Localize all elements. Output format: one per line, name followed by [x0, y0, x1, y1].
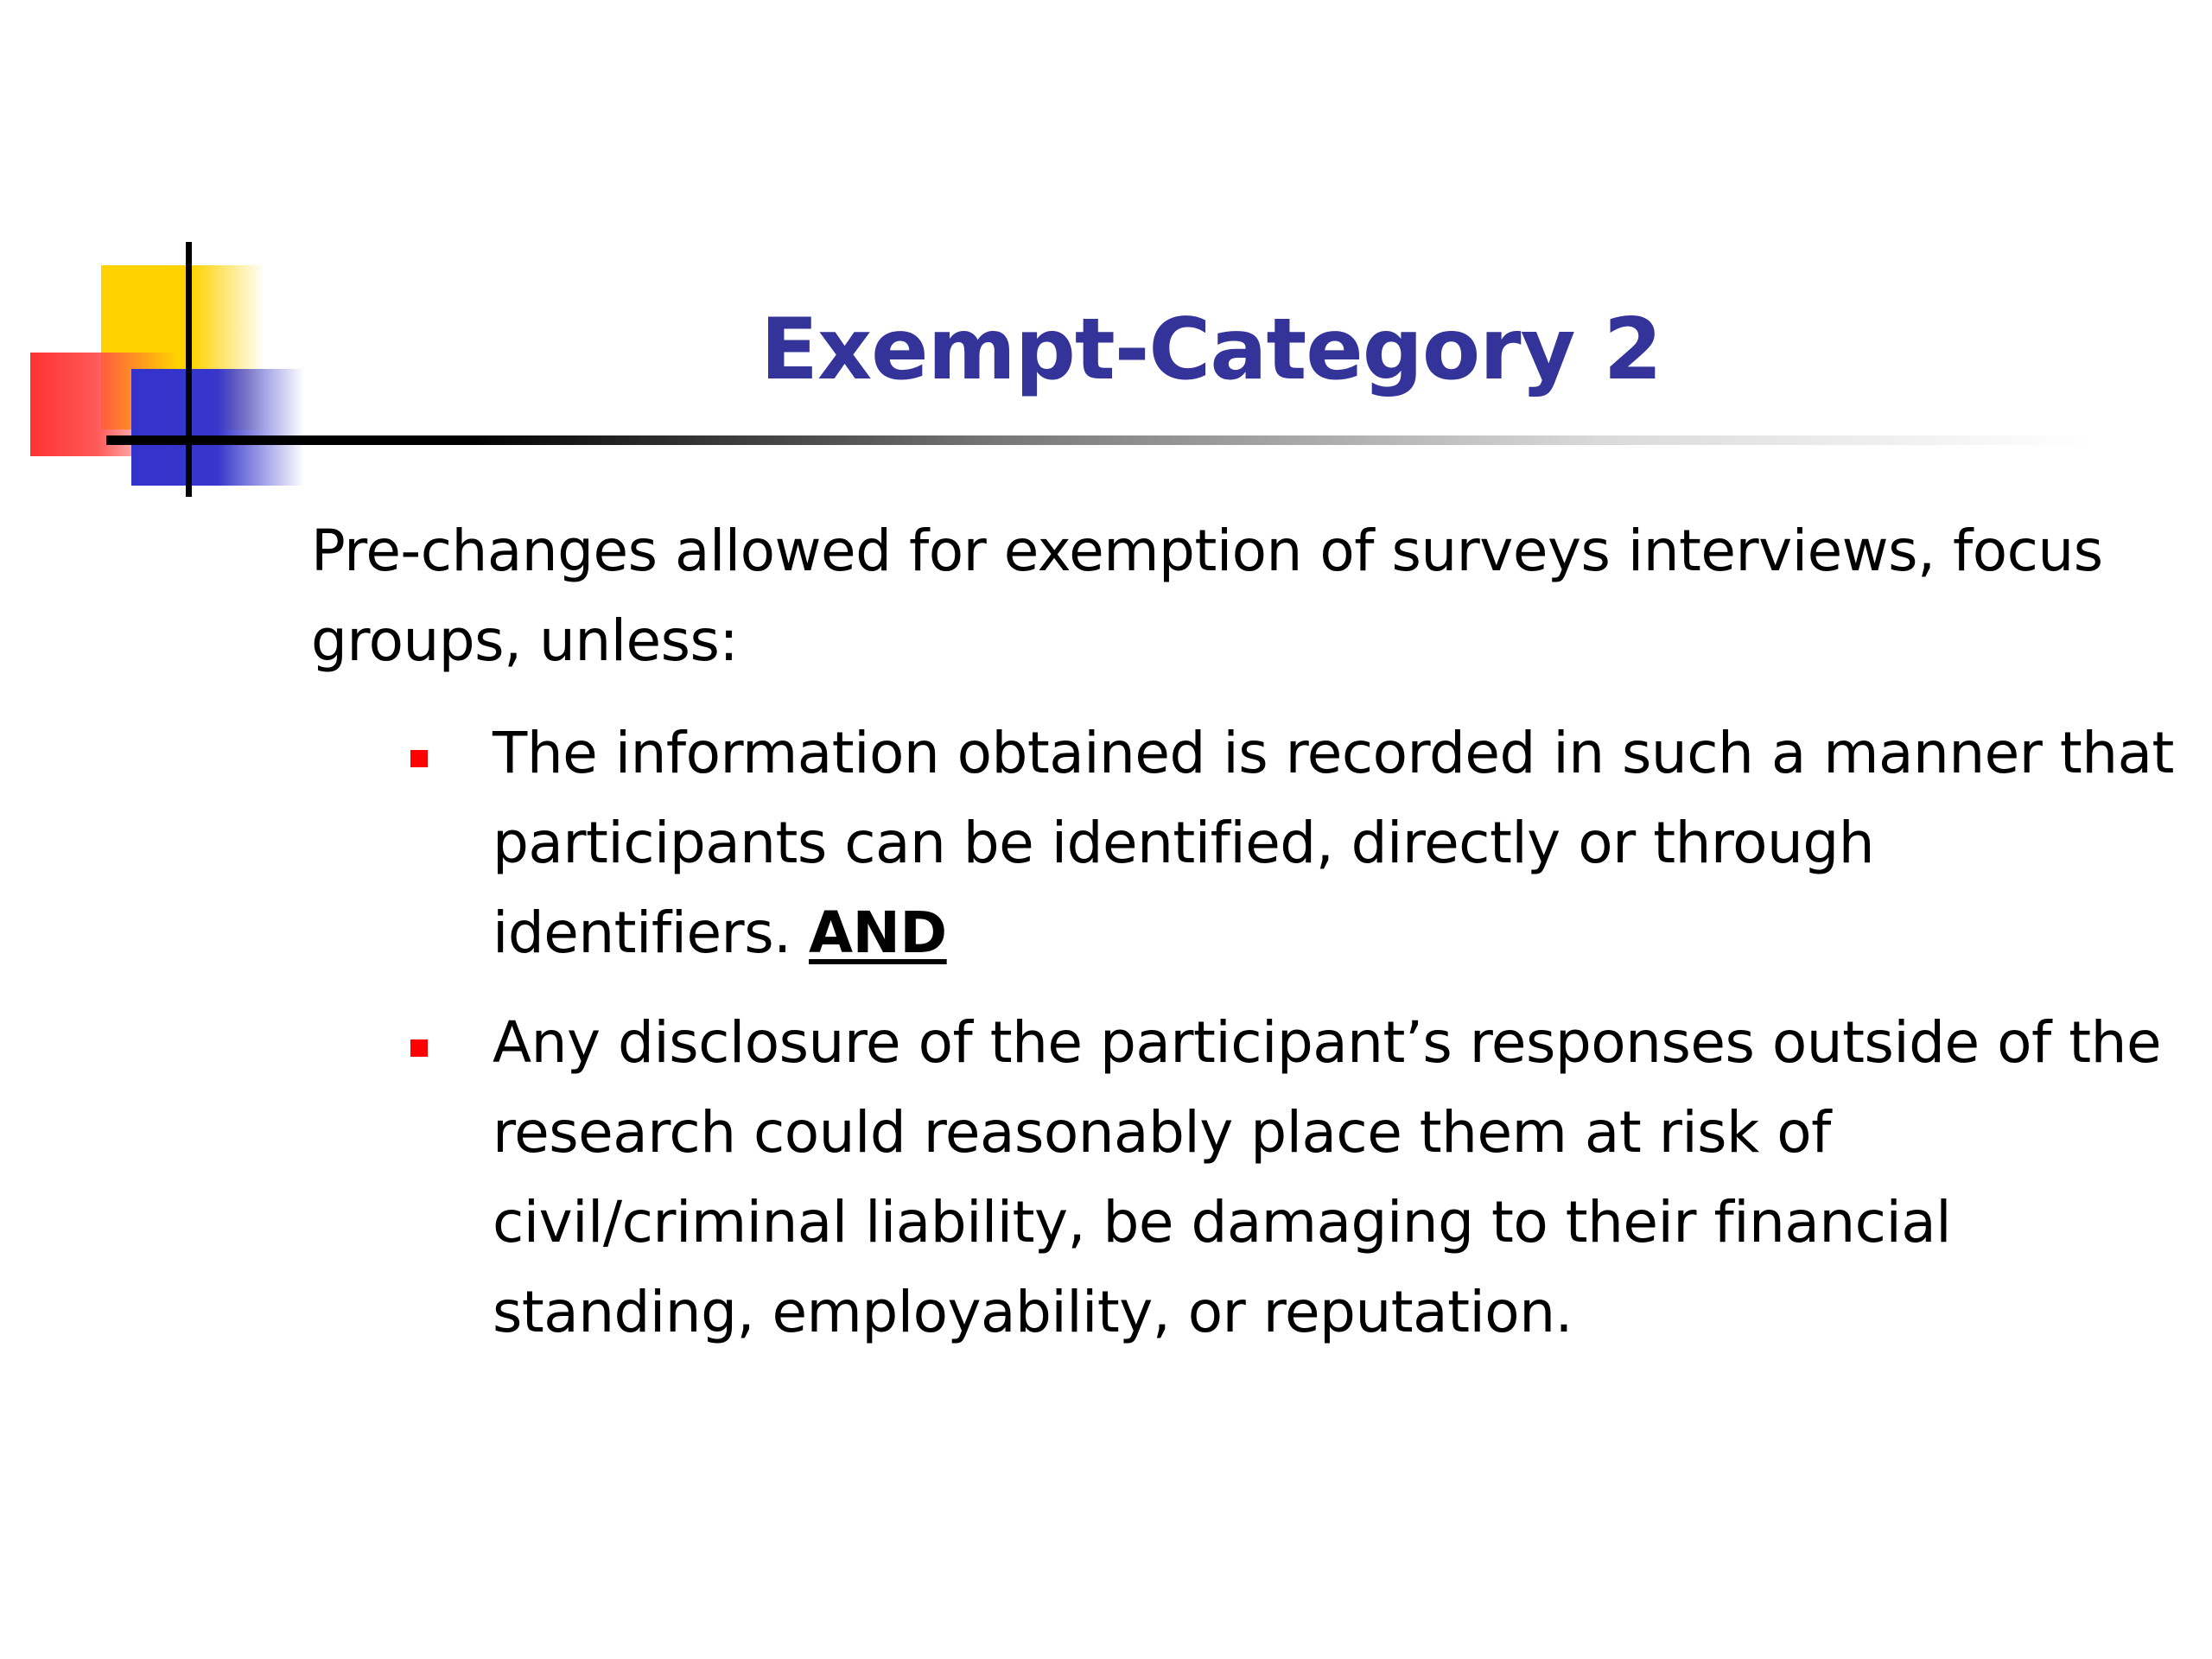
- bullet-emphasis: AND: [809, 899, 947, 966]
- bullet-body: The information obtained is recorded in such a manner that participants can be identified, directly or through identifiers.: [493, 720, 2174, 966]
- bullet-text: [493, 709, 2186, 978]
- intro-paragraph: Pre-changes allowed for exemption of surveys interviews, focus groups, unless:: [311, 518, 2103, 674]
- logo-vertical-line: [186, 242, 192, 497]
- bullet-body: Any disclosure of the participant’s responses outside of the research could reasonably place them at risk of civil/criminal liability, be damaging to their financial standing, employability, or reputation.: [493, 1009, 2162, 1345]
- title-underline-rule: [106, 435, 2094, 445]
- square-bullet-icon: [410, 1039, 428, 1057]
- slide-title: Exempt-Category 2: [760, 301, 1662, 399]
- logo-blue-square: [131, 369, 304, 486]
- square-bullet-icon: [410, 750, 428, 767]
- bullet-item: [406, 709, 2186, 978]
- bullet-item: [406, 998, 2186, 1357]
- bullet-list: [406, 709, 2186, 1377]
- bullet-text: [493, 998, 2186, 1357]
